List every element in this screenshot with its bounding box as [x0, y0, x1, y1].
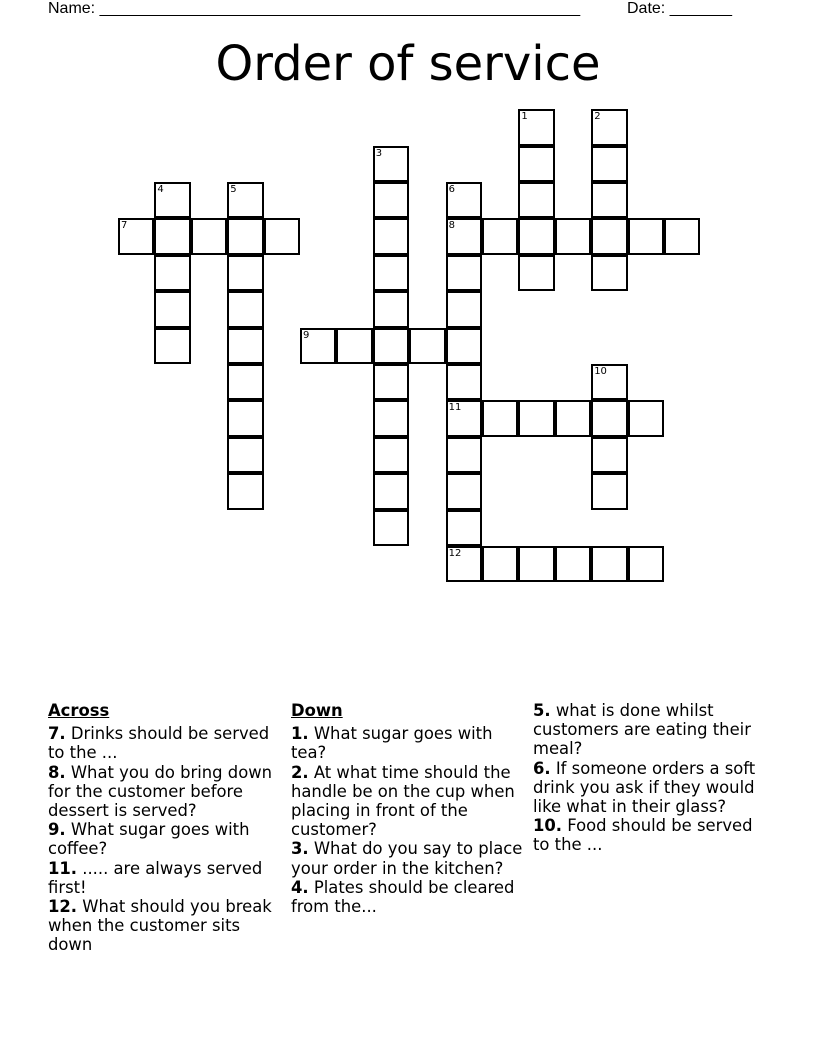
- clue-item-text: What you do bring down for the customer before dessert is served?: [48, 762, 273, 821]
- grid-cell[interactable]: [591, 437, 627, 473]
- clue-item-number: 12.: [48, 897, 78, 917]
- grid-cell[interactable]: [518, 546, 554, 582]
- clue-item: [291, 763, 523, 840]
- grid-cell[interactable]: [518, 182, 554, 218]
- clue-number: 4: [157, 184, 164, 195]
- grid-cell[interactable]: [555, 218, 591, 254]
- grid-cell[interactable]: [373, 218, 409, 254]
- grid-cell[interactable]: [446, 291, 482, 327]
- grid-cell[interactable]: [591, 182, 627, 218]
- grid-cell[interactable]: [446, 182, 482, 218]
- grid-cell[interactable]: [628, 546, 664, 582]
- grid-cell[interactable]: [446, 400, 482, 436]
- grid-cell[interactable]: [446, 510, 482, 546]
- grid-cell[interactable]: [154, 291, 190, 327]
- clue-item-number: 11.: [48, 858, 78, 878]
- clue-item-text: Plates should be cleared from the...: [291, 877, 515, 917]
- clue-item-text: If someone orders a soft drink you ask if they would like what in their glass?: [533, 758, 756, 817]
- across-clues: [48, 701, 280, 955]
- down-clues-continued: [533, 701, 773, 855]
- grid-cell[interactable]: [446, 255, 482, 291]
- grid-cell[interactable]: [227, 473, 263, 509]
- clue-number: 10: [594, 366, 607, 377]
- grid-cell[interactable]: [518, 109, 554, 145]
- grid-cell[interactable]: [591, 218, 627, 254]
- clue-item-text: What do you say to place your order in the kitchen?: [291, 839, 523, 878]
- grid-cell[interactable]: [373, 400, 409, 436]
- grid-cell[interactable]: [518, 218, 554, 254]
- clue-item-text: what is done whilst customers are eating their meal?: [533, 701, 751, 759]
- grid-cell[interactable]: [227, 328, 263, 364]
- grid-cell[interactable]: [227, 291, 263, 327]
- clue-item: [48, 897, 280, 955]
- clue-number: 5: [230, 184, 237, 195]
- grid-cell[interactable]: [227, 218, 263, 254]
- grid-cell[interactable]: [118, 218, 154, 254]
- clue-item: [533, 759, 773, 817]
- clue-item: [533, 701, 773, 759]
- clue-item: [48, 763, 280, 821]
- clue-item-text: ..... are always served first!: [48, 858, 263, 897]
- page-title: Order of service: [215, 36, 601, 92]
- grid-cell[interactable]: [518, 400, 554, 436]
- grid-cell[interactable]: [373, 182, 409, 218]
- clue-item-number: 2.: [291, 762, 309, 782]
- grid-cell[interactable]: [555, 546, 591, 582]
- grid-cell[interactable]: [628, 218, 664, 254]
- grid-cell[interactable]: [446, 437, 482, 473]
- grid-cell[interactable]: [591, 255, 627, 291]
- clue-number: 9: [303, 329, 310, 341]
- grid-cell[interactable]: [446, 546, 482, 582]
- grid-cell[interactable]: [154, 182, 190, 218]
- clue-item-text: Food should be served to the ...: [533, 816, 753, 855]
- grid-cell[interactable]: [482, 546, 518, 582]
- clue-item-number: 5.: [533, 701, 551, 720]
- clue-item: [291, 878, 523, 916]
- grid-cell[interactable]: [591, 146, 627, 182]
- grid-cell[interactable]: [227, 182, 263, 218]
- clue-item-number: 1.: [291, 724, 309, 744]
- grid-cell[interactable]: [446, 473, 482, 509]
- clue-number: 8: [448, 220, 455, 232]
- grid-cell[interactable]: [300, 328, 336, 364]
- clue-item-number: 3.: [291, 839, 309, 859]
- grid-cell[interactable]: [409, 328, 445, 364]
- grid-cell[interactable]: [191, 218, 227, 254]
- clue-item-number: 9.: [48, 820, 66, 840]
- grid-cell[interactable]: [446, 218, 482, 254]
- grid-cell[interactable]: [373, 437, 409, 473]
- across-heading: Across: [48, 701, 110, 720]
- grid-cell[interactable]: [591, 473, 627, 509]
- clue-number: 6: [448, 184, 455, 195]
- grid-cell[interactable]: [373, 291, 409, 327]
- grid-cell[interactable]: [482, 218, 518, 254]
- grid-cell[interactable]: [591, 364, 627, 400]
- grid-cell[interactable]: [446, 364, 482, 400]
- grid-cell[interactable]: [664, 218, 700, 254]
- clue-item: [48, 859, 280, 897]
- clue-item: [291, 724, 523, 762]
- clue-item-number: 6.: [533, 758, 551, 778]
- grid-cell[interactable]: [373, 364, 409, 400]
- clue-item-text: At what time should the handle be on the cup when placing in front of the customer?: [291, 762, 515, 840]
- grid-cell[interactable]: [154, 255, 190, 291]
- clue-item-number: 10.: [533, 816, 563, 836]
- grid-cell[interactable]: [264, 218, 300, 254]
- clue-item: [533, 816, 773, 854]
- clue-item: [291, 839, 523, 877]
- grid-cell[interactable]: [227, 364, 263, 400]
- clue-number: 11: [448, 402, 462, 414]
- down-heading: Down: [291, 701, 343, 720]
- grid-cell[interactable]: [591, 400, 627, 436]
- grid-cell[interactable]: [482, 400, 518, 436]
- clue-number: 7: [121, 220, 128, 232]
- grid-cell[interactable]: [373, 510, 409, 546]
- clue-item: [48, 724, 280, 762]
- clue-number: 3: [375, 147, 383, 159]
- grid-cell[interactable]: [336, 328, 372, 364]
- grid-cell[interactable]: [154, 218, 190, 254]
- down-clues: [291, 701, 523, 916]
- clue-item-text: What sugar goes with tea?: [291, 724, 493, 763]
- grid-cell[interactable]: [628, 400, 664, 436]
- clue-item-text: What sugar goes with coffee?: [48, 820, 250, 859]
- clue-item-number: 7.: [48, 724, 66, 744]
- clue-number: 1: [521, 111, 528, 123]
- grid-cell[interactable]: [373, 473, 409, 509]
- grid-cell[interactable]: [373, 146, 409, 182]
- clue-item-number: 4.: [291, 877, 309, 897]
- grid-cell[interactable]: [227, 255, 263, 291]
- clue-item-number: 8.: [48, 762, 66, 782]
- grid-cell[interactable]: [518, 146, 554, 182]
- grid-cell[interactable]: [555, 400, 591, 436]
- name-line: Name: ______________________________________________________: [48, 0, 581, 17]
- grid-cell[interactable]: [227, 437, 263, 473]
- clue-number: 2: [594, 111, 601, 123]
- grid-cell[interactable]: [591, 109, 627, 145]
- grid-cell[interactable]: [154, 328, 190, 364]
- clue-item: [48, 820, 280, 858]
- grid-cell[interactable]: [518, 255, 554, 291]
- grid-cell[interactable]: [591, 546, 627, 582]
- grid-cell[interactable]: [227, 400, 263, 436]
- grid-cell[interactable]: [373, 255, 409, 291]
- clue-item-text: What should you break when the customer sits down: [48, 897, 272, 955]
- clue-number: 12: [448, 548, 462, 559]
- grid-cell[interactable]: [373, 328, 409, 364]
- date-line: Date: _______: [627, 0, 732, 17]
- grid-cell[interactable]: [446, 328, 482, 364]
- clue-item-text: Drinks should be served to the ...: [48, 724, 270, 763]
